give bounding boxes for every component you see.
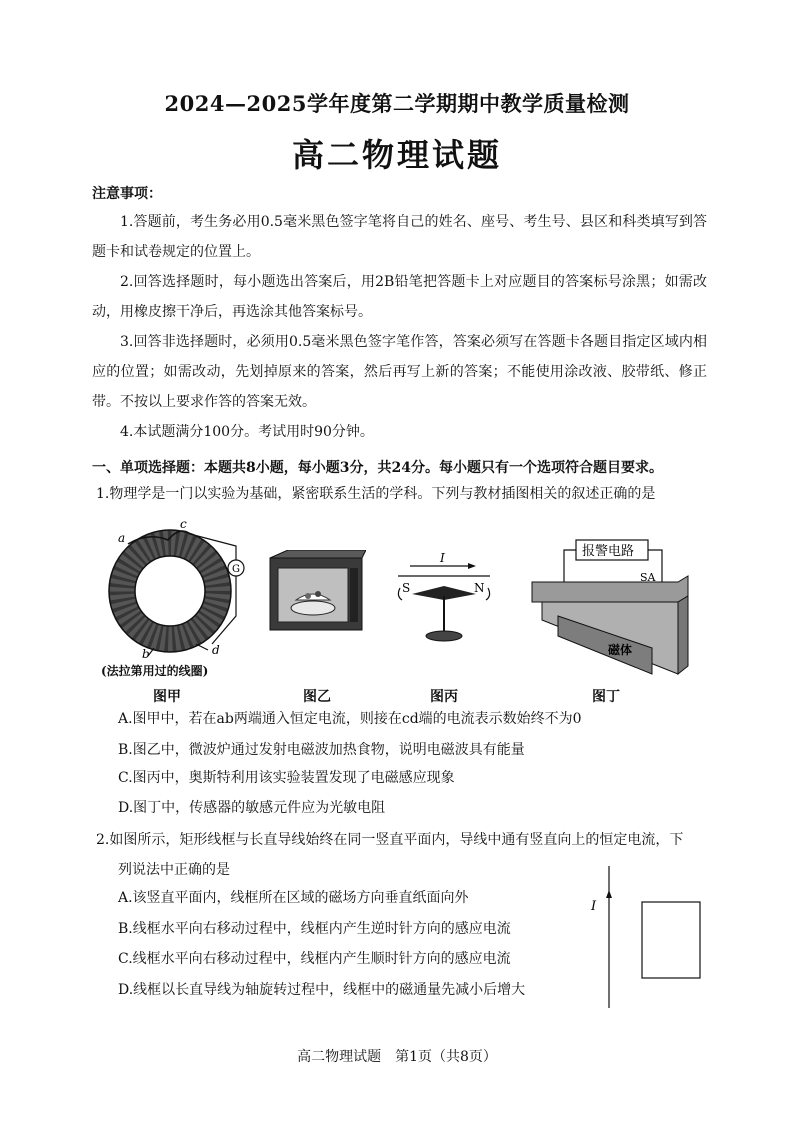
figure-yi-caption: 图乙 [303, 689, 331, 705]
label-n: N [474, 581, 485, 595]
notice-item-1: 1.答题前，考生务必用0.5毫米黑色签字笔将自己的姓名、座号、考生号、县区和科类填写到答题卡和试卷规定的位置上。 [92, 214, 707, 260]
label-c: c [180, 517, 187, 531]
q2-option-c: C.线框水平向右移动过程中，线框内产生顺时针方向的感应电流 [118, 951, 511, 967]
figure-jia-coil [108, 516, 258, 666]
page-footer: 高二物理试题 第1页（共8页） [297, 1049, 497, 1065]
q2-stem-line2: 列说法中正确的是 [118, 862, 230, 878]
label-wire-current: I [591, 899, 597, 914]
figure-jia-caption: 图甲 [153, 689, 181, 705]
q2-figure [585, 860, 705, 1010]
q1-option-d: D.图丁中，传感器的敏感元件应为光敏电阻 [118, 800, 386, 816]
label-alarm-circuit: 报警电路 [582, 544, 635, 559]
rectangular-loop [642, 902, 700, 978]
q2-option-b: B.线框水平向右移动过程中，线框内产生逆时针方向的感应电流 [118, 921, 511, 937]
label-sa: SA [640, 571, 656, 584]
q1-stem: 1.物理学是一门以实验为基础，紧密联系生活的学科。下列与教材插图相关的叙述正确的是 [96, 486, 656, 502]
q1-option-a: A.图甲中，若在ab两端通入恒定电流，则接在cd端的电流表示数始终不为0 [118, 711, 582, 727]
figure-bing-caption: 图丙 [430, 689, 458, 705]
q1-option-c: C.图丙中，奥斯特利用该实验装置发现了电磁感应现象 [118, 770, 455, 786]
label-a: a [118, 531, 126, 545]
q2-stem-line1: 2.如图所示，矩形线框与长直导线始终在同一竖直平面内，导线中通有竖直向上的恒定电流，下 [96, 832, 684, 848]
label-d: d [212, 643, 220, 657]
label-b: b [142, 647, 150, 661]
notice-item-2: 2.回答选择题时，每小题选出答案后，用2B铅笔把答题卡上对应题目的答案标号涂黑；如需改动，用橡皮擦干净后，再选涂其他答案标号。 [92, 274, 707, 320]
figure-ding-caption: 图丁 [592, 689, 620, 705]
q2-option-d: D.线框以长直导线为轴旋转过程中，线框中的磁通量先减小后增大 [118, 982, 526, 998]
figure-yi-microwave [266, 550, 366, 640]
label-g: G [232, 564, 240, 575]
q1-option-b: B.图乙中，微波炉通过发射电磁波加热食物，说明电磁波具有能量 [118, 742, 525, 758]
label-magnet: 磁体 [608, 643, 633, 657]
figure-ding-alarm [528, 536, 698, 676]
figure-jia-note: (法拉第用过的线圈) [101, 664, 209, 678]
q2-option-a: A.该竖直平面内，线框所在区域的磁场方向垂直纸面向外 [118, 890, 469, 906]
figure-bing-compass [390, 548, 500, 648]
label-current: I [440, 551, 445, 565]
section-heading: 一、单项选择题：本题共8小题，每小题3分，共24分。每小题只有一个选项符合题目要求。 [92, 460, 663, 476]
notice-item-4: 4.本试题满分100分。考试用时90分钟。 [120, 424, 374, 440]
notice-item-3: 3.回答非选择题时，必须用0.5毫米黑色签字笔作答，答案必须写在答题卡各题目指定区域内相应的位置；如需改动，先划掉原来的答案，然后再写上新的答案；不能使用涂改液、胶带纸、修正带。不按以上要求作答的答案无效。 [92, 334, 707, 410]
notice-heading: 注意事项： [92, 186, 162, 202]
exam-title: 2024—2025学年度第二学期期中教学质量检测 [164, 91, 630, 116]
subject-title: 高二物理试题 [291, 136, 502, 174]
label-s: S [402, 581, 411, 595]
